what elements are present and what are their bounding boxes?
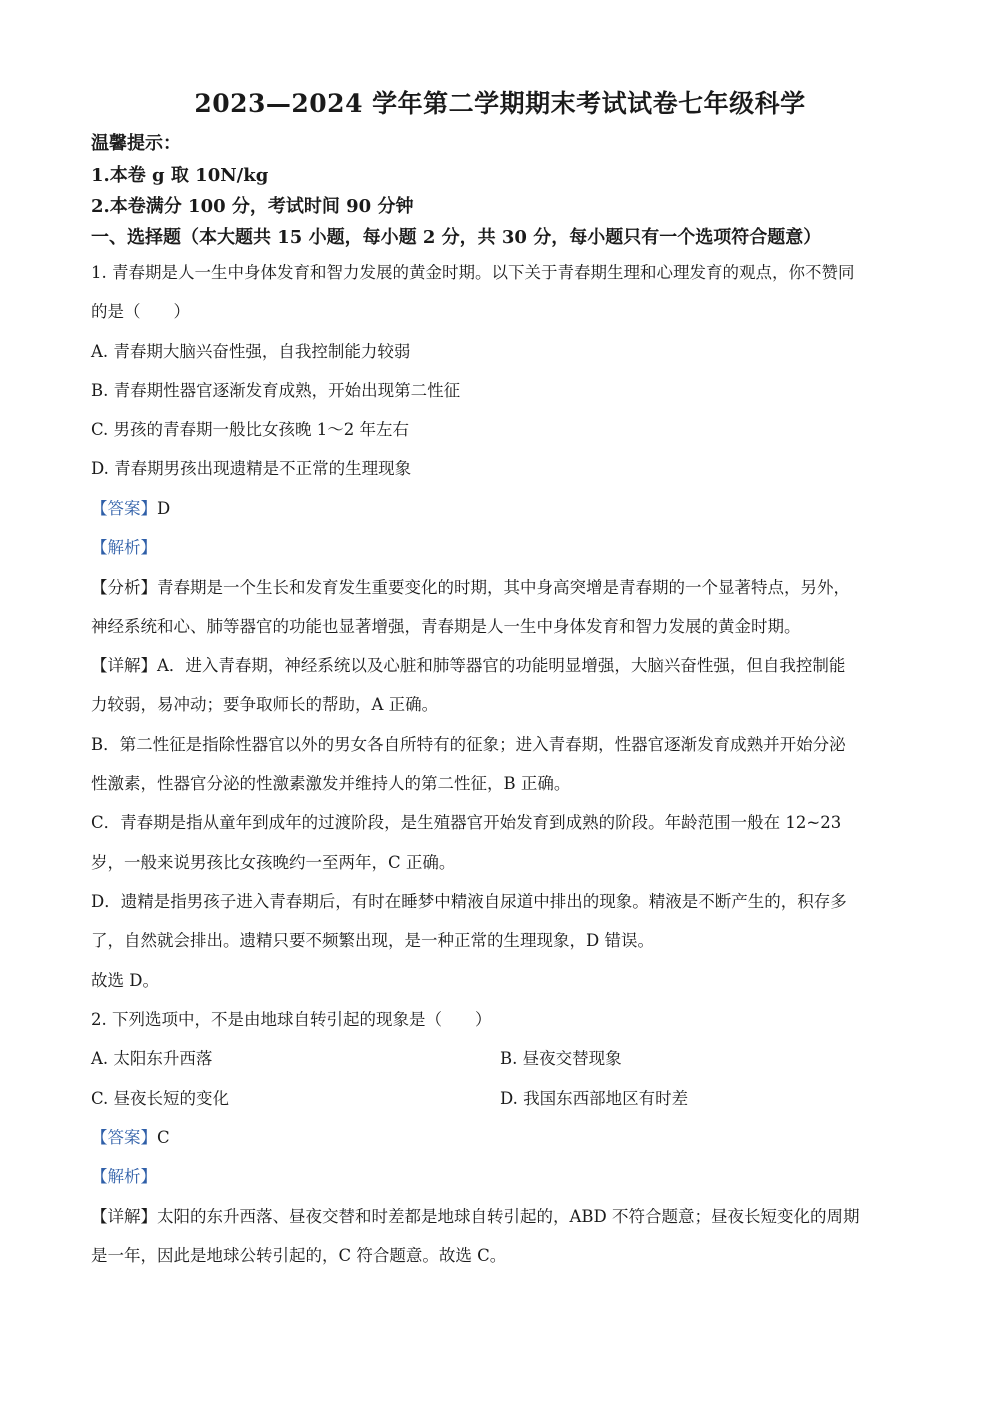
q2-stem: 2. 下列选项中，不是由地球自转引起的现象是（ ） — [91, 1010, 492, 1029]
q1-option-b: B. 青春期性器官逐渐发育成熟，开始出现第二性征 — [91, 381, 461, 400]
q1-c-line-2: 岁，一般来说男孩比女孩晚约一至两年，C 正确。 — [91, 853, 456, 872]
q1-b-line-1: B．第二性征是指除性器官以外的男女各自所特有的征象；进入青春期，性器官逐渐发育成熟并开始分泌 — [91, 735, 846, 754]
tip-item-1: 1.本卷 g 取 10N/kg — [91, 165, 269, 186]
q1-stem-line-2: 的是（ ） — [91, 302, 190, 321]
q2-answer-value: C — [157, 1128, 170, 1147]
xiangjie-label: 【详解】 — [91, 656, 157, 675]
q1-fenxi-text-1: 青春期是一个生长和发育发生重要变化的时期，其中身高突增是青春期的一个显著特点，另外， — [157, 578, 850, 597]
answer-label: 【答案】 — [91, 1128, 157, 1147]
q1-xiangjie-text-1: A．进入青春期，神经系统以及心脏和肺等器官的功能明显增强，大脑兴奋性强，但自我控制能 — [157, 656, 846, 675]
q2-answer-row — [91, 1126, 921, 1150]
fenxi-label: 【分析】 — [91, 578, 157, 597]
q1-d-line-2: 了，自然就会排出。遗精只要不频繁出现，是一种正常的生理现象，D 错误。 — [91, 931, 654, 950]
q2-xiangjie-line-2: 是一年，因此是地球公转引起的，C 符合题意。故选 C。 — [91, 1246, 507, 1265]
exam-title: 2023—2024 学年第二学期期末考试试卷七年级科学 — [194, 89, 806, 118]
q1-fenxi-line-1 — [91, 576, 921, 600]
q1-option-d: D. 青春期男孩出现遗精是不正常的生理现象 — [91, 459, 412, 478]
analysis-label: 【解析】 — [91, 538, 157, 557]
answer-label: 【答案】 — [91, 499, 157, 518]
tips-heading: 温馨提示： — [91, 133, 181, 154]
q2-option-a: A. 太阳东升西落 — [91, 1049, 213, 1068]
q2-options-row-2 — [91, 1087, 921, 1111]
q1-stem-line-1: 1. 青春期是人一生中身体发育和智力发展的黄金时期。以下关于青春期生理和心理发育的观点，你不赞同 — [91, 263, 855, 282]
q1-xiangjie-line-2: 力较弱，易冲动；要争取师长的帮助，A 正确。 — [91, 695, 439, 714]
q1-option-a: A. 青春期大脑兴奋性强，自我控制能力较弱 — [91, 342, 411, 361]
q2-xiangjie-text-1: 太阳的东升西落、昼夜交替和时差都是地球自转引起的，ABD 不符合题意；昼夜长短变化的周期 — [157, 1207, 860, 1226]
q1-option-c: C. 男孩的青春期一般比女孩晚 1～2 年左右 — [91, 420, 410, 439]
q1-answer-value: D — [157, 499, 171, 518]
q2-xiangjie-line-1 — [91, 1205, 921, 1229]
section-heading: 一、选择题（本大题共 15 小题，每小题 2 分，共 30 分，每小题只有一个选项符合题意） — [91, 227, 822, 248]
q1-d-line-1: D．遗精是指男孩子进入青春期后，有时在睡梦中精液自尿道中排出的现象。精液是不断产生的，积存多 — [91, 892, 847, 911]
q1-analysis-row — [91, 536, 921, 560]
q1-b-line-2: 性激素，性器官分泌的性激素激发并维持人的第二性征，B 正确。 — [91, 774, 571, 793]
analysis-label: 【解析】 — [91, 1167, 157, 1186]
q1-xiangjie-line-1 — [91, 654, 921, 678]
q1-conclusion: 故选 D。 — [91, 971, 159, 990]
q1-c-line-1: C．青春期是指从童年到成年的过渡阶段，是生殖器官开始发育到成熟的阶段。年龄范围一般在 12~23 — [91, 813, 842, 832]
q2-analysis-row — [91, 1165, 921, 1189]
q2-option-d: D. 我国东西部地区有时差 — [500, 1089, 689, 1108]
tip-item-2: 2.本卷满分 100 分，考试时间 90 分钟 — [91, 196, 414, 217]
q2-option-c: C. 昼夜长短的变化 — [91, 1089, 230, 1108]
q2-options-row-1 — [91, 1047, 921, 1071]
q1-answer-row — [91, 497, 921, 521]
q2-option-b: B. 昼夜交替现象 — [500, 1049, 622, 1068]
xiangjie-label: 【详解】 — [91, 1207, 157, 1226]
q1-fenxi-line-2: 神经系统和心、肺等器官的功能也显著增强，青春期是人一生中身体发育和智力发展的黄金时期。 — [91, 617, 801, 636]
